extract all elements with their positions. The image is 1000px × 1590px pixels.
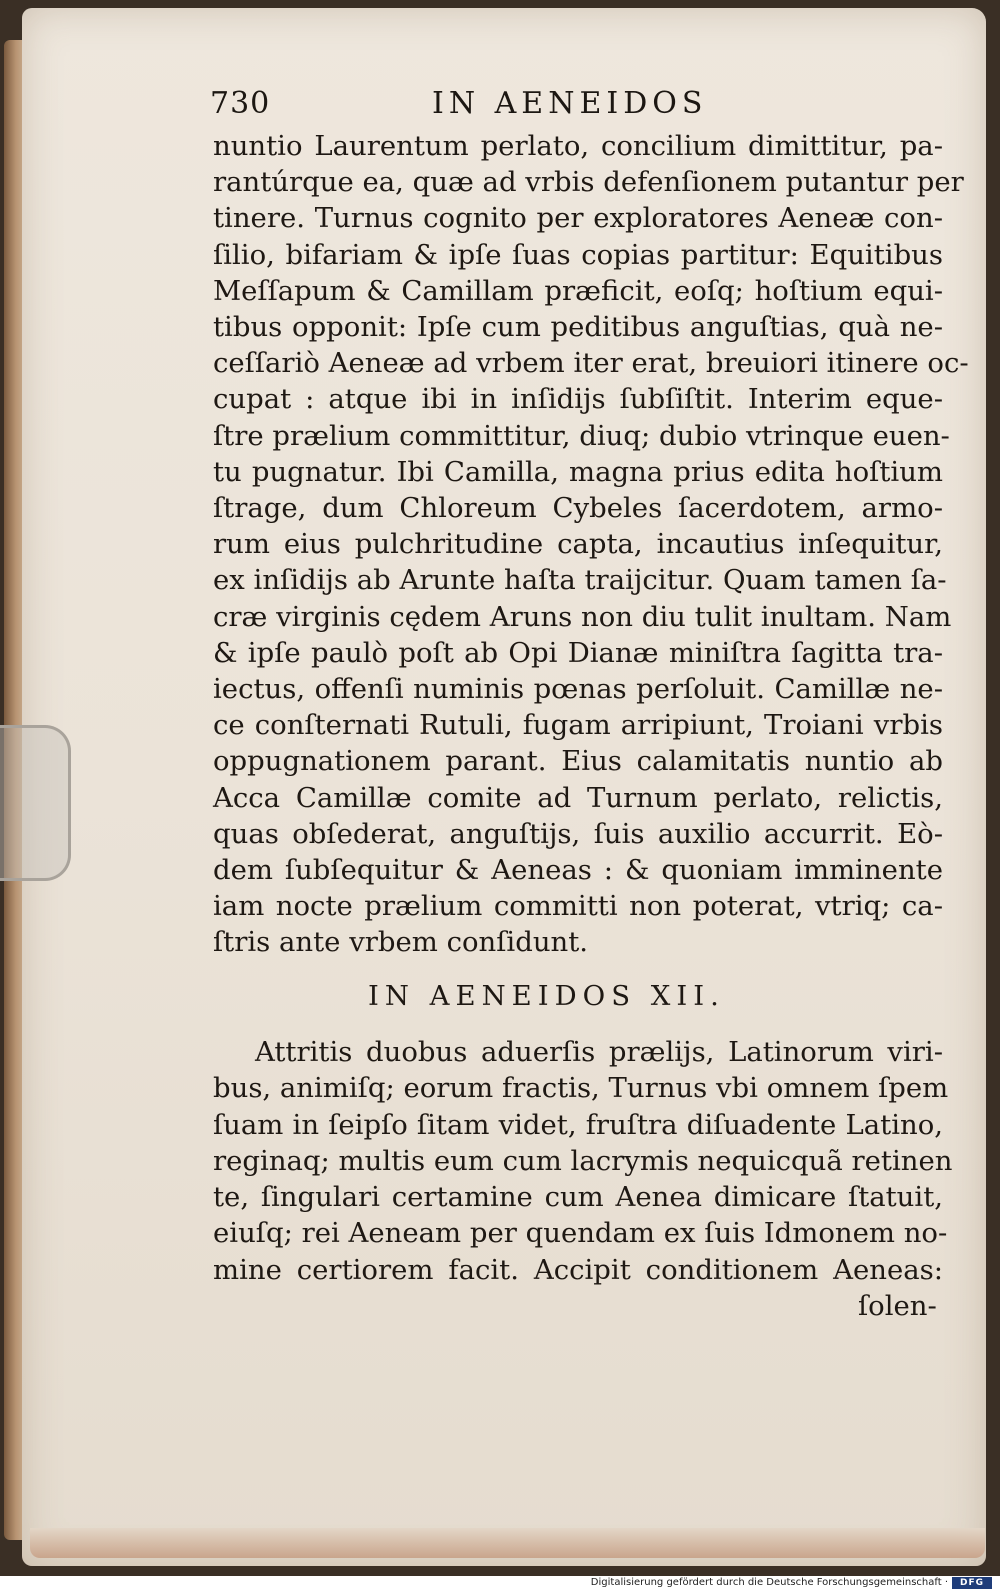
- text-line: iam nocte prælium committi non poterat, vtriq; ca-: [213, 890, 943, 923]
- text-line: tu pugnatur. Ibi Camilla, magna prius edita hoſtium: [213, 455, 943, 488]
- footer-credit: Digitalisierung gefördert durch die Deutsche Forschungsgemeinschaft ·: [590, 1577, 948, 1588]
- section-heading: IN AENEIDOS XII.: [368, 980, 725, 1012]
- text-line: te, ſingulari certamine cum Aenea dimicare ſtatuit,: [213, 1181, 943, 1214]
- main-text-block: [213, 128, 969, 961]
- text-line: ſtrage, dum Chloreum Cybeles ſacerdotem, armo-: [213, 492, 943, 525]
- page-number: 730: [210, 86, 271, 121]
- text-line: cupat : atque ibi in inſidijs ſubſiſtit. Interim eque-: [213, 383, 943, 416]
- section-text-block: [213, 1034, 953, 1288]
- text-line: Attritis duobus aduerſis prælijs, Latinorum viri-: [255, 1036, 943, 1068]
- book-bottom-edge: [30, 1528, 985, 1558]
- text-line: ſuam in ſeipſo ſitam videt, fruſtra diſuadente Latino,: [213, 1108, 943, 1141]
- catchword: ſolen-: [858, 1290, 937, 1322]
- page-clip-icon: [0, 725, 71, 881]
- text-line: eiuſq; rei Aeneam per quendam ex ſuis Idmonem no-: [213, 1217, 948, 1250]
- text-line: rum eius pulchritudine capta, incautius inſequitur,: [213, 528, 943, 561]
- text-line: tinere. Turnus cognito per exploratores Aeneæ con-: [213, 202, 943, 235]
- text-line: mine certiorem facit. Accipit conditionem Aeneas:: [213, 1253, 943, 1286]
- text-line: quas obſederat, anguſtijs, ſuis auxilio accurrit. Eò-: [213, 817, 943, 850]
- text-line: Acca Camillæ comite ad Turnum perlato, relictis,: [213, 781, 943, 814]
- text-line: reginaq; multis eum cum lacrymis nequicquã retinen: [213, 1144, 953, 1177]
- running-title: IN AENEIDOS: [432, 86, 708, 121]
- text-line: nuntio Laurentum perlato, concilium dimittitur, pa-: [213, 130, 943, 162]
- dfg-logo[interactable]: DFG: [952, 1577, 992, 1589]
- text-line: ſtre prælium committitur, diuq; dubio vtrinque euen-: [213, 419, 950, 452]
- text-line: oppugnationem parant. Eius calamitatis nuntio ab: [213, 745, 943, 778]
- text-line: ſtris ante vrbem conſidunt.: [213, 926, 589, 959]
- text-line: ceſſariò Aeneæ ad vrbem iter erat, breuiori itinere oc-: [213, 347, 969, 380]
- text-line: & ipſe paulò poſt ab Opi Dianæ miniſtra ſagitta tra-: [213, 636, 943, 669]
- text-line: rantúrque ea, quæ ad vrbis defenſionem putantur per: [213, 166, 964, 199]
- text-line: ce conſternati Rutuli, fugam arripiunt, Troiani vrbis: [213, 709, 943, 742]
- text-line: dem ſubſequitur & Aeneas : & quoniam imminente: [213, 854, 943, 887]
- text-line: iectus, offenſi numinis pœnas perſoluit. Camillæ ne-: [213, 673, 943, 706]
- page-header: [210, 86, 750, 126]
- text-line: Meſſapum & Camillam præficit, eoſq; hoſtium equi-: [213, 274, 943, 307]
- text-line: tibus opponit: Ipſe cum peditibus anguſtias, quà ne-: [213, 311, 943, 344]
- text-line: bus, animiſq; eorum fractis, Turnus vbi omnem ſpem: [213, 1072, 949, 1105]
- text-line: cræ virginis cędem Aruns non diu tulit inultam. Nam: [213, 600, 952, 633]
- text-line: ex inſidijs ab Arunte haſta traijcitur. Quam tamen ſa-: [213, 564, 947, 597]
- text-line: ſilio, bifariam & ipſe ſuas copias partitur: Equitibus: [213, 238, 943, 271]
